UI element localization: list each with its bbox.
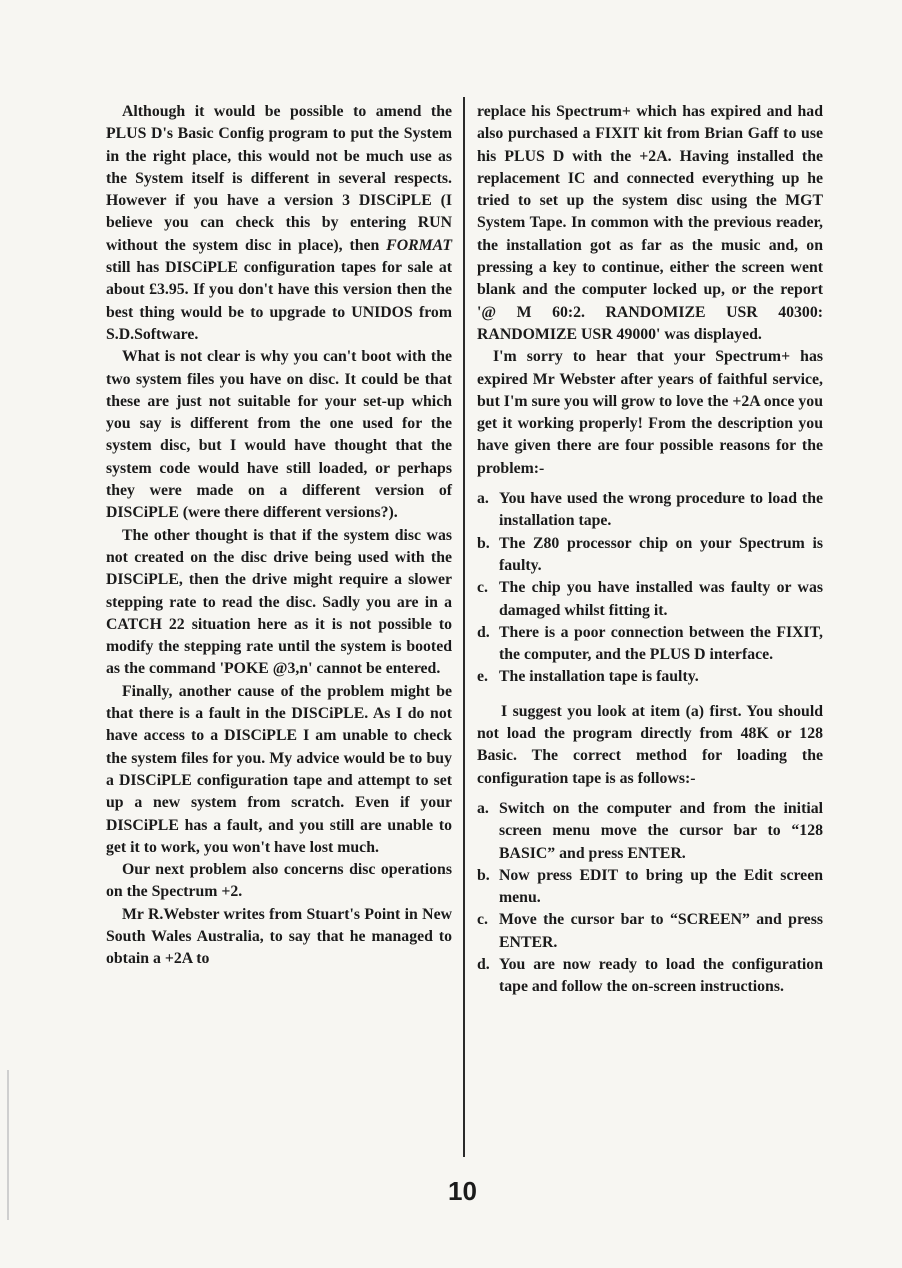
list-item	[477, 798, 823, 865]
list-item	[477, 666, 823, 688]
paragraph-webster-intro: Mr R.Webster writes from Stuart's Point in New South Wales Australia, to say that he managed to obtain a +2A to	[106, 905, 452, 968]
left-column	[106, 101, 452, 971]
spacer	[477, 689, 823, 701]
list-item-text: Move the cursor bar to “SCREEN” and press ENTER.	[499, 911, 823, 951]
list-marker: d.	[477, 955, 490, 973]
list-item-text: Now press EDIT to bring up the Edit screen menu.	[499, 866, 823, 907]
list-item	[477, 488, 823, 533]
list-marker: a.	[477, 799, 489, 817]
list-item	[477, 533, 823, 578]
list-item-text: You are now ready to load the configuration tape and follow the on-screen instructions.	[499, 955, 823, 996]
list-marker: b.	[477, 866, 490, 884]
list-item-text: You have used the wrong procedure to load the installation tape.	[499, 490, 823, 530]
list-marker: c.	[477, 911, 488, 929]
paragraph-replace: replace his Spectrum+ which has expired and had also purchased a FIXIT kit from Brian Gaff to use his PLUS D with the +2A. Having installed the replacement IC and connected everything up he tried to set up the system disc using the MGT System Tape. In common with the previous reader, the installation got as far as the music and, on pressing a key to continue, either the screen went blank and the computer locked up, or the report '@ M 60:2. RANDOMIZE USR 40300: RANDOMIZE USR 49000' was displayed.	[477, 103, 823, 343]
list-item-text: The chip you have installed was faulty or was damaged whilst fitting it.	[499, 579, 823, 619]
list-item-text: Switch on the computer and from the initial screen menu move the cursor bar to “128 BASIC” and press ENTER.	[499, 799, 823, 862]
paragraph-suggest: I suggest you look at item (a) first. You should not load the program directly from 48K or 128 Basic. The correct method for loading the configuration tape is as follows:-	[477, 702, 823, 787]
list-marker: d.	[477, 623, 490, 641]
paragraph-amend-text-1: Although it would be possible to amend the PLUS D's Basic Config program to put the System in the right place, this would not be much use as the System itself is different in several respects. However if you have a version 3 DISCiPLE (I believe you can check this by entering RUN without the system disc in place), then	[106, 103, 452, 254]
format-emphasis: FORMAT	[386, 236, 452, 254]
reasons-list	[477, 488, 823, 689]
list-marker: e.	[477, 668, 488, 686]
right-column	[477, 101, 823, 999]
paragraph-amend	[106, 101, 452, 346]
paragraph-sorry: I'm sorry to hear that your Spectrum+ has expired Mr Webster after years of faithful service, but I'm sure you will grow to love the +2A once you get it working properly! From the description you have given there are four possible reasons for the problem:-	[477, 348, 823, 477]
paragraph-finally: Finally, another cause of the problem might be that there is a fault in the DISCiPLE. As I do not have access to a DISCiPLE I am unable to check the system files for you. My advice would be to buy a DISCiPLE configuration tape and attempt to set up a new system from scratch. Even if your DISCiPLE has a fault, and you still are unable to get it to work, you won't have lost much.	[106, 682, 452, 856]
list-item-text: There is a poor connection between the FIXIT, the computer, and the PLUS D interface.	[499, 623, 823, 664]
list-item-text: The installation tape is faulty.	[499, 668, 699, 686]
column-divider	[463, 97, 465, 1157]
list-marker: a.	[477, 490, 489, 508]
list-item	[477, 909, 823, 954]
paragraph-not-clear: What is not clear is why you can't boot with the two system files you have on disc. It could be that these are just not suitable for your set-up which you say is different from the one used for the system disc, but I would have thought that the system code would have still loaded, or perhaps they were made on a different version of DISCiPLE (were there different versions?).	[106, 348, 452, 522]
list-item	[477, 577, 823, 622]
paragraph-amend-text-2: still has DISCiPLE configuration tapes for sale at about £3.95. If you don't have this version then the best thing would be to upgrade to UNIDOS from S.D.Software.	[106, 259, 452, 343]
steps-list	[477, 798, 823, 999]
paragraph-other-thought: The other thought is that if the system disc was not created on the disc drive being used with the DISCiPLE, then the drive might require a slower stepping rate to read the disc. Sadly you are in a CATCH 22 situation here as it is not possible to modify the stepping rate until the system is booted as the command 'POKE @3,n' cannot be entered.	[106, 526, 452, 678]
list-item-text: The Z80 processor chip on your Spectrum is faulty.	[499, 534, 823, 574]
list-marker: c.	[477, 579, 488, 597]
page-number: 10	[448, 1176, 477, 1206]
list-item	[477, 954, 823, 999]
scan-edge-mark	[7, 1070, 9, 1220]
list-item	[477, 622, 823, 667]
list-marker: b.	[477, 534, 490, 552]
list-item	[477, 865, 823, 910]
paragraph-next-problem: Our next problem also concerns disc operations on the Spectrum +2.	[106, 861, 452, 901]
